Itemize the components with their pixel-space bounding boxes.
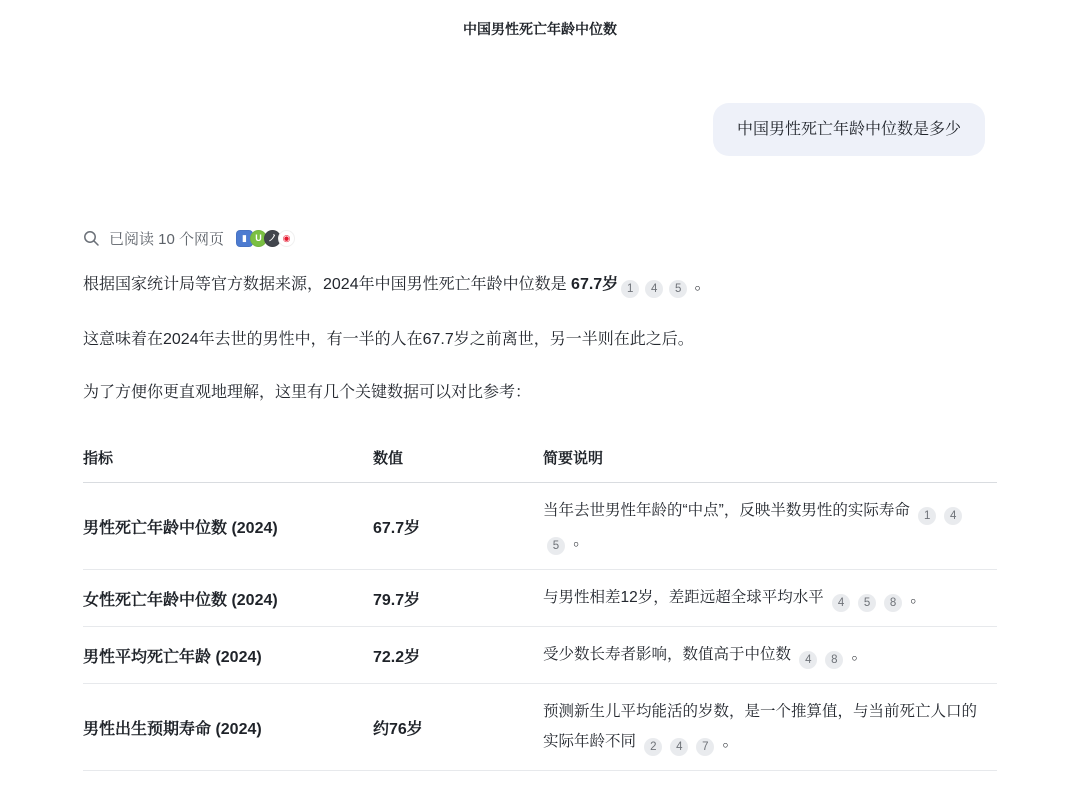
metric-cell: 男性死亡年龄中位数 (2024) [83,483,373,570]
answer-text: 。 [569,532,589,549]
citation-badge[interactable]: 1 [621,280,639,298]
value-cell: 72.2岁 [373,627,543,684]
citation-badge[interactable]: 4 [832,594,850,612]
answer-paragraphs [83,274,997,404]
source-favicon-green-icon: U [250,230,267,247]
table-row [83,483,997,570]
answer-text: 根据国家统计局等官方数据来源，2024年中国男性死亡年龄中位数是 [83,276,572,293]
citation-badge[interactable]: 5 [547,537,565,555]
answer-text: 当年去世男性年龄的“中点”，反映半数男性的实际寿命 [543,502,915,519]
answer-text: 。 [690,276,711,293]
answer-text: 。 [906,589,926,606]
column-header-description: 简要说明 [543,435,997,483]
table-row [83,684,997,771]
citation-badge[interactable]: 2 [644,738,662,756]
description-cell [543,483,997,570]
search-icon [83,230,100,247]
value-cell: 约76岁 [373,684,543,771]
favicon-cluster [236,230,295,247]
description-cell [543,627,997,684]
comparison-table [83,435,997,771]
answer-text: 为了方便你更直观地理解，这里有几个关键数据可以对比参考： [83,384,532,401]
search-status-label: 已阅读 10 个网页 [109,231,225,248]
table-row [83,627,997,684]
answer-text: 这意味着在2024年去世的男性中，有一半的人在67.7岁之前离世，另一半则在此之后。 [83,331,694,348]
citation-badge[interactable]: 4 [799,651,817,669]
table-header-row [83,435,997,483]
answer-paragraph [83,382,997,404]
answer-highlight: 67.7岁 [571,276,619,293]
citation-badge[interactable]: 4 [670,738,688,756]
value-cell: 79.7岁 [373,570,543,627]
source-favicon-sina-icon: ◉ [278,230,295,247]
answer-text: 预测新生儿平均能活的岁数，是一个推算值，与当前死亡人口的实际年龄不同 [543,703,978,750]
citation-badge[interactable]: 8 [825,651,843,669]
citation-badge[interactable]: 4 [645,280,663,298]
citation-badge[interactable]: 5 [858,594,876,612]
citation-badge[interactable]: 4 [944,507,962,525]
source-favicon-dark-icon: ノ [264,230,281,247]
citation-badge[interactable]: 7 [696,738,714,756]
description-cell [543,684,997,771]
table-row [83,570,997,627]
answer-text: 。 [718,733,739,750]
search-status-row[interactable] [83,228,997,249]
citation-badge[interactable]: 8 [884,594,902,612]
value-cell: 67.7岁 [373,483,543,570]
metric-cell: 女性死亡年龄中位数 (2024) [83,570,373,627]
metric-cell: 男性平均死亡年龄 (2024) [83,627,373,684]
citation-badge[interactable]: 1 [918,507,936,525]
column-header-metric: 指标 [83,435,373,483]
answer-paragraph [83,274,997,298]
page-title: 中国男性死亡年龄中位数 [463,21,617,37]
answer-text: 受少数长寿者影响，数值高于中位数 [543,646,796,663]
answer-paragraph [83,329,997,351]
conversation-area [83,103,997,771]
user-message-row [83,103,997,156]
answer-text: 。 [847,646,868,663]
citation-badge[interactable]: 5 [669,280,687,298]
user-message-bubble: 中国男性死亡年龄中位数是多少 [713,103,985,156]
column-header-value: 数值 [373,435,543,483]
answer-text: 与男性相差12岁，差距远超全球平均水平 [543,589,829,606]
description-cell [543,570,997,627]
metric-cell: 男性出生预期寿命 (2024) [83,684,373,771]
source-favicon-blue-icon: ▮ [236,230,253,247]
comparison-table-body [83,483,997,771]
